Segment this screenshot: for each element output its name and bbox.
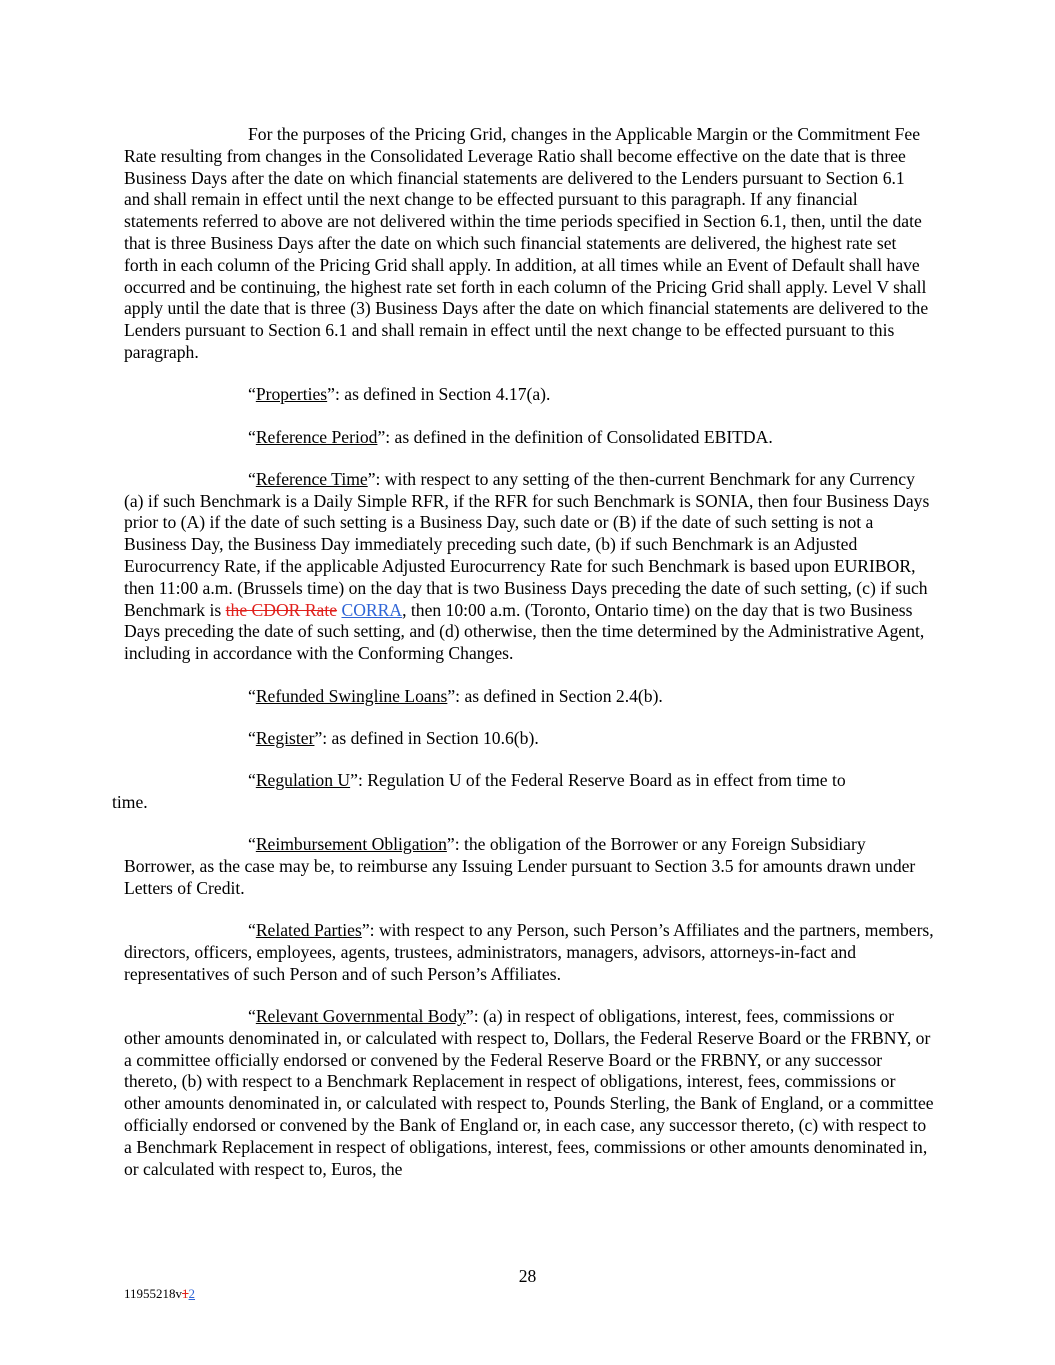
close-quote: ”	[367, 468, 376, 489]
definition-text: : the obligation of the Borrower or any Foreign Subsidiary Borrower, as the case may be, to reimburse any Issuing Lender pursuant to Section 3.5 for amounts drawn under Letters of Credit.	[124, 834, 916, 898]
definition-text: : (a) in respect of obligations, interest, fees, commissions or other amounts denominated in, or calculated with respect to, Dollars, the Federal Reserve Board or the FRBNY, or a committee officially endorsed or convened by the Federal Reserve Board or the FRBNY, or any successor thereto, (b) with respect to a Benchmark Replacement in respect of obligations, interest, fees, commissions or other amounts denominated in, or calculated with respect to, Pounds Sterling, the Bank of England, or a committee officially endorsed or convened by the Bank of England or, in each case, any successor thereto, (c) with respect to a Benchmark Replacement in respect of obligations, interest, fees, commissions or other amounts denominated in, or calculated with respect to, Euros, the	[124, 1006, 934, 1179]
open-quote: “	[248, 834, 256, 855]
definition-reference-time	[124, 469, 934, 665]
close-quote: ”	[361, 920, 370, 941]
doc-id-deleted: 1	[182, 1286, 189, 1301]
defined-term: Register	[255, 727, 315, 748]
open-quote: “	[248, 920, 256, 941]
close-quote: ”	[314, 727, 323, 748]
definition-text: : with respect to any Person, such Person’s Affiliates and the partners, members, directors, officers, employees, agents, trustees, administrators, managers, advisors, attorneys-in-fact and representatives of such Person and of such Person’s Affiliates.	[124, 920, 934, 984]
document-id	[124, 1286, 195, 1302]
open-quote: “	[248, 384, 256, 405]
close-quote: ”	[327, 384, 335, 405]
definition-text: : as defined in Section 4.17(a).	[334, 384, 551, 405]
defined-term: Related Parties	[255, 920, 362, 941]
open-quote: “	[248, 727, 256, 748]
definition-reimbursement-obligation	[124, 834, 934, 899]
pricing-grid-paragraph: For the purposes of the Pricing Grid, changes in the Applicable Margin or the Commitment Fee Rate resulting from changes in the Consolidated Leverage Ratio shall become effective on the date that is three Business Days after the date on which financial statements are delivered to the Lenders pursuant to Section 6.1 and shall remain in effect until the next change to be effected pursuant to this paragraph. If any financial statements referred to above are not delivered within the time periods specified in Section 6.1, then, until the date that is three Business Days after the date on which such financial statements are delivered, the highest rate set forth in each column of the Pricing Grid shall apply. In addition, at all times while an Event of Default shall have occurred and be continuing, the highest rate set forth in each column of the Pricing Grid shall apply. Level V shall apply until the date that is three (3) Business Days after the date on which financial statements are delivered to the Lenders pursuant to Section 6.1 and shall remain in effect until the next change to be effected pursuant to this paragraph.	[124, 124, 929, 362]
definition-text: : Regulation U of the Federal Reserve Board as in effect from time to	[357, 770, 846, 791]
defined-term: Properties	[255, 384, 328, 405]
definition-regulation-u	[112, 770, 934, 814]
close-quote: ”	[377, 426, 386, 447]
open-quote: “	[248, 1006, 256, 1026]
open-quote: “	[248, 685, 256, 706]
defined-term: Relevant Governmental Body	[255, 1006, 466, 1026]
close-quote: ”	[446, 834, 455, 855]
definition-text: : as defined in Section 10.6(b).	[322, 727, 539, 748]
document-body	[112, 124, 934, 1201]
defined-term: Refunded Swingline Loans	[255, 685, 448, 706]
definition-properties	[124, 384, 934, 406]
open-quote: “	[248, 468, 256, 489]
definition-relevant-governmental-body	[124, 1006, 934, 1180]
doc-id-base: 11955218v	[124, 1286, 183, 1301]
defined-term: Reimbursement Obligation	[255, 834, 447, 855]
definition-text-continued: , then 10:00 a.m. (Toronto, Ontario time) on the day that is two Business Days preceding the date of such setting, and (d) otherwise, then the time determined by the Administrative Agent, including in accordance with the Conforming Changes.	[124, 599, 925, 664]
deleted-text: the CDOR Rate	[225, 599, 338, 620]
definition-refunded-swingline-loans	[124, 686, 934, 708]
definition-reference-period	[124, 427, 934, 449]
open-quote: “	[248, 426, 256, 447]
inserted-text: CORRA	[341, 599, 403, 620]
defined-term: Reference Time	[255, 468, 368, 489]
doc-id-inserted: 2	[188, 1286, 196, 1301]
close-quote: ”	[350, 770, 358, 791]
defined-term: Regulation U	[255, 770, 351, 791]
close-quote: ”	[447, 685, 456, 706]
open-quote: “	[248, 770, 256, 791]
definition-text-wrap: time.	[112, 791, 148, 812]
close-quote: ”	[465, 1006, 474, 1026]
page-number: 28	[518, 1266, 537, 1286]
definition-register	[124, 728, 934, 750]
defined-term: Reference Period	[255, 426, 378, 447]
definition-text: : as defined in the definition of Consolidated EBITDA.	[385, 426, 773, 447]
definition-text: : with respect to any setting of the then-current Benchmark for any Currency (a) if such Benchmark is a Daily Simple RFR, if the RFR for such Benchmark is SONIA, then four Business Days prior to (A) if the date of such setting is a Business Day, such date or (B) if the date of such setting is not a Business Day, the Business Day immediately preceding such date, (b) if such Benchmark is an Adjusted Eurocurrency Rate, if the applicable Adjusted Eurocurrency Rate for such Benchmark is based upon EURIBOR, then 11:00 a.m. (Brussels time) on the day that is two Business Days preceding the date of such setting, (c) if such Benchmark is	[124, 468, 930, 620]
definition-related-parties	[124, 920, 934, 985]
definition-text: : as defined in Section 2.4(b).	[455, 685, 663, 706]
